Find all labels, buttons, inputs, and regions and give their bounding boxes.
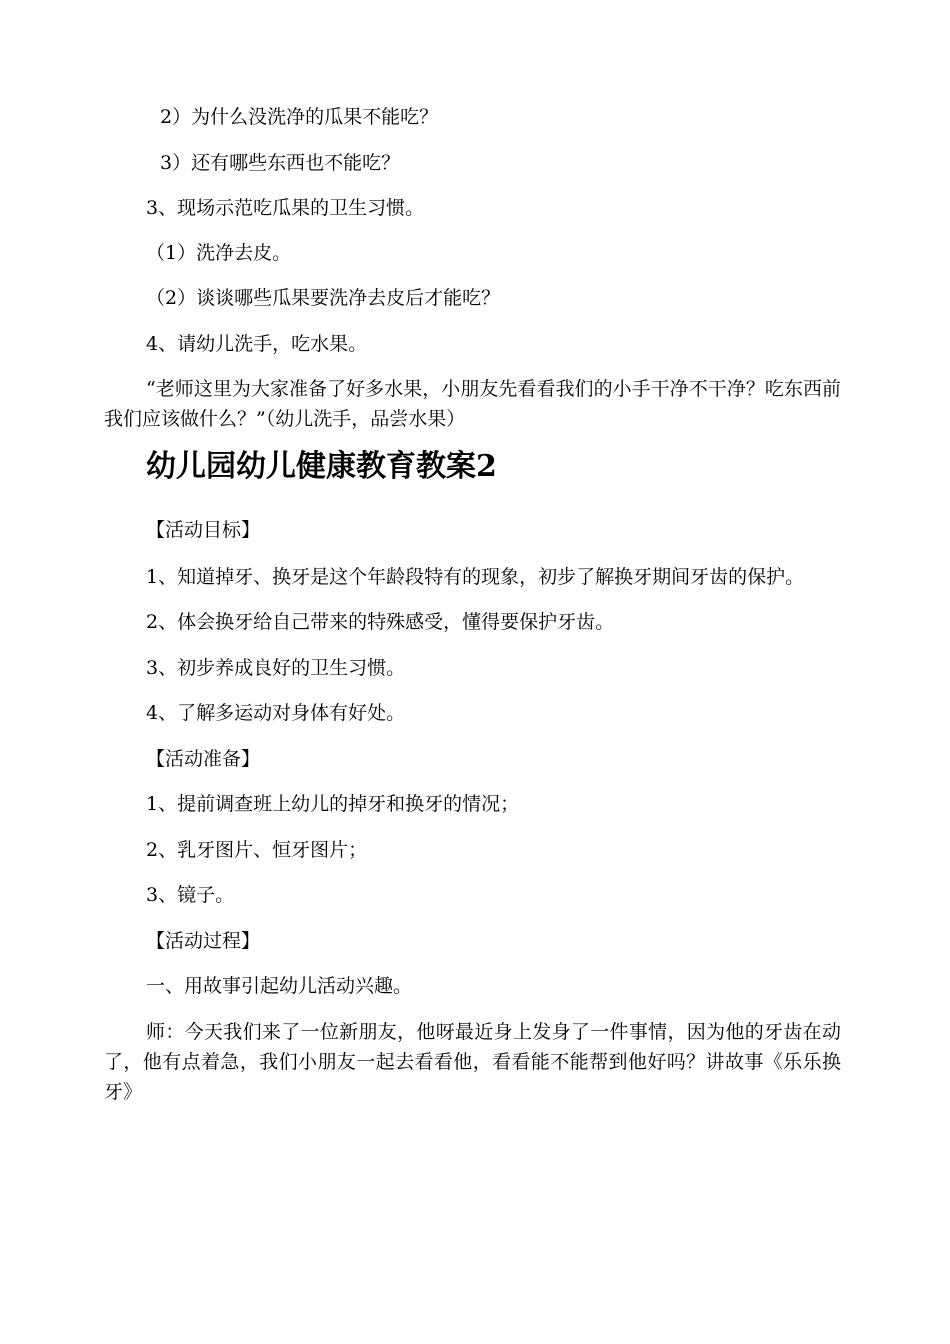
quote-paragraph: “老师这里为大家准备了好多水果，小朋友先看看我们的小手干净不干净？吃东西前我们应该做什么？”（幼儿洗手，品尝水果） [104,378,841,430]
step-3: 3、现场示范吃瓜果的卫生习惯。 [146,197,425,219]
process-step-1: 一、用故事引起幼儿活动兴趣。 [146,975,413,997]
question-2: 2）为什么没洗净的瓜果不能吃？ [160,106,439,128]
goal-item: 4、了解多运动对身体有好处。 [146,702,406,724]
goal-item: 1、知道掉牙、换牙是这个年龄段特有的现象，初步了解换牙期间牙齿的保护。 [146,566,805,588]
goals-heading: 【活动目标】 [146,519,261,541]
prep-item: 3、镜子。 [146,884,235,906]
question-3: 3）还有哪些东西也不能吃？ [160,152,401,174]
step-3-2: （2）谈谈哪些瓜果要洗净去皮后才能吃？ [146,287,501,309]
goal-item: 3、初步养成良好的卫生习惯。 [146,657,406,679]
step-3-1: （1）洗净去皮。 [146,242,292,264]
prep-heading: 【活动准备】 [146,748,261,770]
step-4: 4、请幼儿洗手，吃水果。 [146,333,368,355]
process-heading: 【活动过程】 [146,930,261,952]
section-title: 幼儿园幼儿健康教育教案2 [146,449,497,484]
prep-item: 1、提前调查班上幼儿的掉牙和换牙的情况； [146,793,520,815]
goal-item: 2、体会换牙给自己带来的特殊感受，懂得要保护牙齿。 [146,611,615,633]
teacher-paragraph: 师：今天我们来了一位新朋友，他呀最近身上发身了一件事情，因为他的牙齿在动了，他有点着急，我们小朋友一起去看看他，看看能不能帮到他好吗？讲故事《乐乐换牙》 [104,1021,841,1103]
prep-item: 2、乳牙图片、恒牙图片； [146,839,368,861]
